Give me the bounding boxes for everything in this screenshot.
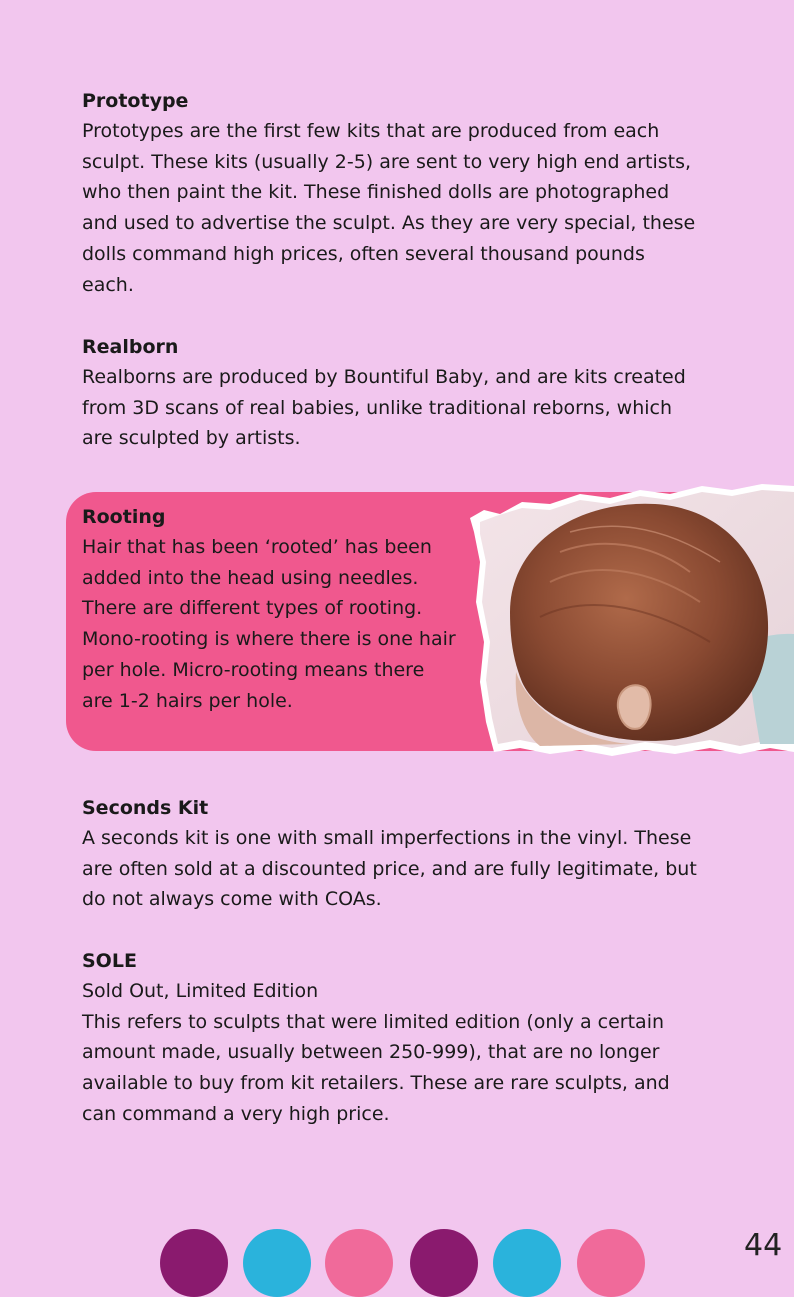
decorative-dot: [160, 1229, 228, 1297]
decorative-dot: [243, 1229, 311, 1297]
definition-line: do not always come with COAs.: [82, 888, 382, 911]
term-definition: [82, 823, 732, 915]
definition-line: each.: [82, 273, 134, 296]
definition-line: Prototypes are the first few kits that are produced from each: [82, 120, 660, 142]
definition-line: available to buy from kit retailers. These are rare sculpts, and: [82, 1072, 670, 1095]
definition-line: This refers to sculpts that were limited edition (only a certain: [82, 1010, 665, 1033]
definition-line: and used to advertise the sculpt. As they are very special, these: [82, 212, 696, 235]
definition-line: are 1-2 hairs per hole.: [82, 689, 293, 712]
definition-line: who then paint the kit. These finished dolls are photographed: [82, 181, 670, 204]
decorative-dot: [410, 1229, 478, 1297]
definition-line: Realborns are produced by Bountiful Baby, and are kits created: [82, 366, 686, 388]
definition-line: dolls command high prices, often several thousand pounds: [82, 242, 645, 265]
term-definition: [82, 362, 732, 454]
term-heading: Seconds Kit: [82, 797, 209, 819]
definition-line: are often sold at a discounted price, and are fully legitimate, but: [82, 857, 697, 880]
definition-line: amount made, usually between 250-999), that are no longer: [82, 1041, 660, 1064]
definition-line: can command a very high price.: [82, 1102, 390, 1125]
definition-line: sculpt. These kits (usually 2-5) are sent to very high end artists,: [82, 150, 692, 173]
definition-line: Sold Out, Limited Edition: [82, 980, 319, 1002]
decorative-dot: [577, 1229, 645, 1297]
definition-line: per hole. Micro-rooting means there: [82, 658, 425, 681]
baby-head-photo: [470, 482, 794, 756]
glossary-entry-prototype: [82, 86, 732, 300]
page-number: 44: [744, 1228, 783, 1263]
definition-line: A seconds kit is one with small imperfections in the vinyl. These: [82, 827, 692, 849]
term-heading: SOLE: [82, 950, 137, 972]
glossary-entry-seconds-kit: [82, 793, 732, 915]
term-definition: [82, 976, 732, 1130]
baby-ear: [618, 685, 651, 729]
term-heading: Prototype: [82, 90, 189, 112]
definition-line: There are different types of rooting.: [82, 597, 423, 620]
definition-line: Mono-rooting is where there is one hair: [82, 628, 456, 651]
definition-line: are sculpted by artists.: [82, 427, 301, 450]
term-definition: [82, 532, 477, 716]
definition-line: Hair that has been ‘rooted’ has been: [82, 536, 432, 558]
term-heading: Rooting: [82, 506, 166, 528]
term-definition: [82, 116, 732, 300]
definition-line: added into the head using needles.: [82, 566, 419, 589]
decorative-dot: [325, 1229, 393, 1297]
glossary-entry-realborn: [82, 332, 732, 454]
decorative-dot: [493, 1229, 561, 1297]
glossary-entry-sole: [82, 946, 732, 1130]
term-heading: Realborn: [82, 336, 179, 358]
definition-line: from 3D scans of real babies, unlike traditional reborns, which: [82, 396, 673, 419]
glossary-entry-rooting: [82, 502, 477, 716]
